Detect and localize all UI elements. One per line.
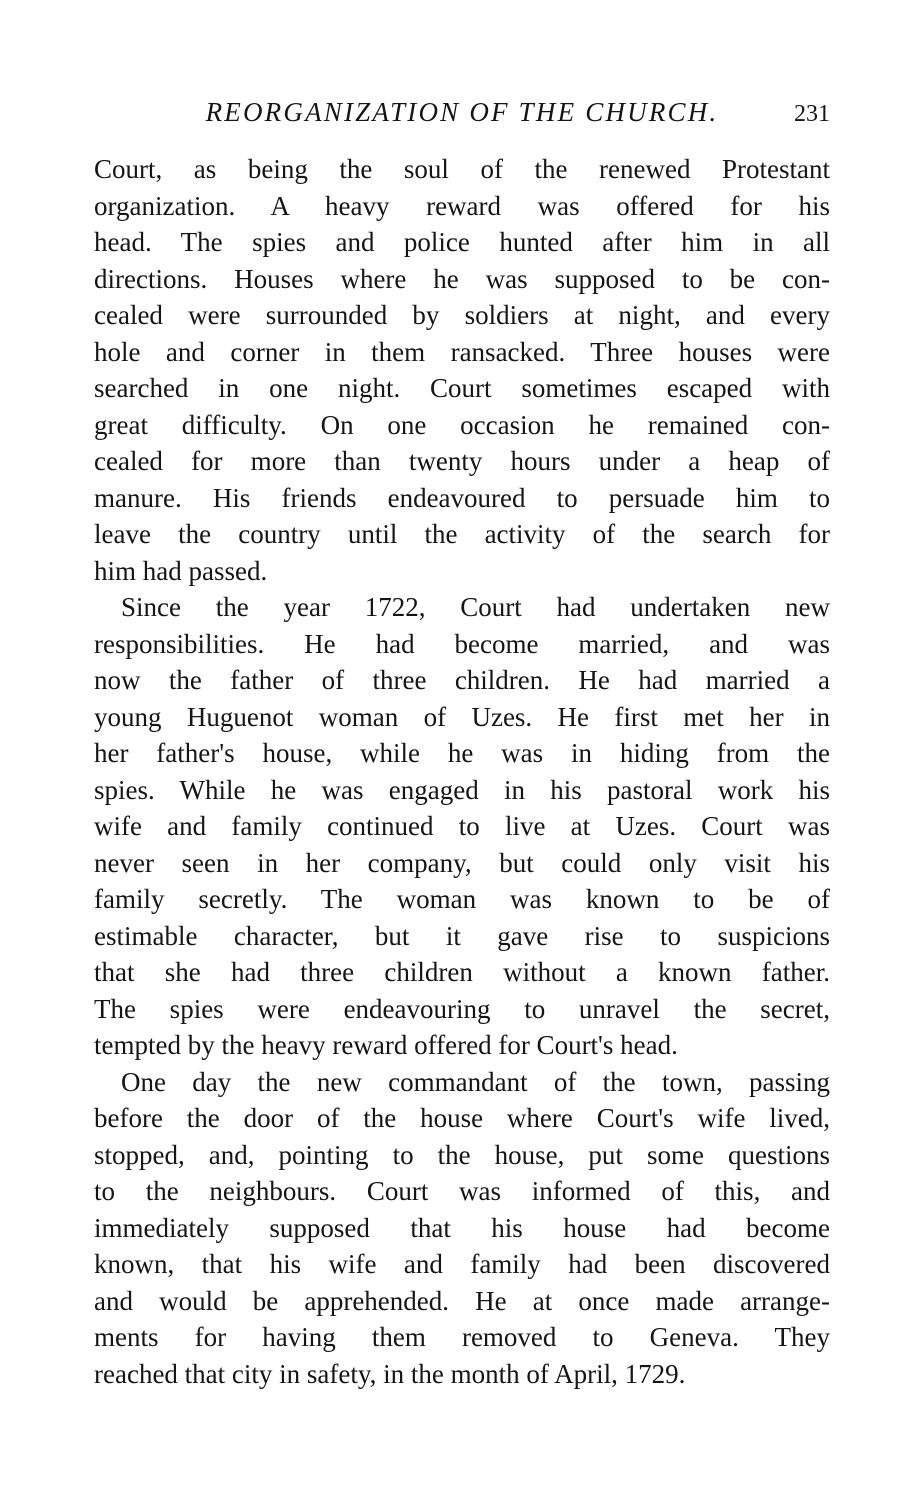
text-line: never seen in her company, but could only visit his	[94, 847, 830, 878]
text-line: hole and corner in them ransacked. Three houses were	[94, 336, 830, 367]
text-line: organization. A heavy reward was offered for his	[94, 190, 830, 221]
text-line: leave the country until the activity of the search for	[94, 519, 830, 549]
text-line: great difficulty. On one occasion he remained con-	[94, 409, 830, 440]
text-line: Court, as being the soul of the renewed Protestant	[94, 154, 830, 184]
text-line: that she had three children without a known father.	[94, 957, 830, 987]
text-line: The spies were endeavouring to unravel the secret,	[94, 993, 830, 1024]
text-line: spies. While he was engaged in his pastoral work his	[94, 774, 830, 805]
text-line: and would be apprehended. He at once made arrange-	[94, 1285, 830, 1316]
text-line: to the neighbours. Court was informed of this, and	[94, 1176, 830, 1206]
text-line: searched in one night. Court sometimes escaped with	[94, 373, 830, 403]
text-line: family secretly. The woman was known to be of	[94, 884, 830, 914]
text-line: young Huguenot woman of Uzes. He first met her in	[94, 701, 830, 732]
page-number: 231	[794, 101, 830, 127]
text-line: tempted by the heavy reward offered for Court's head.	[94, 1030, 678, 1060]
text-line: manure. His friends endeavoured to persuade him to	[94, 482, 830, 513]
text-line: cealed for more than twenty hours under a heap of	[94, 446, 830, 476]
text-line: now the father of three children. He had married a	[94, 665, 830, 695]
text-line: stopped, and, pointing to the house, put some questions	[94, 1139, 830, 1170]
text-line: him had passed.	[94, 555, 268, 586]
running-head	[94, 92, 830, 132]
text-line: wife and family continued to live at Uzes. Court was	[94, 811, 830, 841]
text-line: responsibilities. He had become married, and was	[94, 628, 830, 659]
text-line: estimable character, but it gave rise to suspicions	[94, 920, 830, 951]
text-line: known, that his wife and family had been discovered	[94, 1249, 830, 1279]
text-line: Since the year 1722, Court had undertaken new	[121, 592, 830, 622]
text-line: head. The spies and police hunted after him in all	[94, 227, 830, 257]
text-line: One day the new commandant of the town, passing	[121, 1066, 830, 1097]
text-line: before the door of the house where Court's wife lived,	[94, 1103, 830, 1133]
text-line: her father's house, while he was in hiding from the	[94, 738, 830, 768]
text-line: reached that city in safety, in the month of April, 1729.	[94, 1358, 686, 1389]
body-text	[94, 151, 830, 1392]
text-line: cealed were surrounded by soldiers at night, and every	[94, 300, 830, 330]
running-title: REORGANIZATION OF THE CHURCH.	[205, 97, 719, 127]
text-line: immediately supposed that his house had become	[94, 1212, 830, 1243]
text-line: directions. Houses where he was supposed to be con-	[94, 263, 830, 294]
text-line: ments for having them removed to Geneva. They	[94, 1322, 830, 1352]
